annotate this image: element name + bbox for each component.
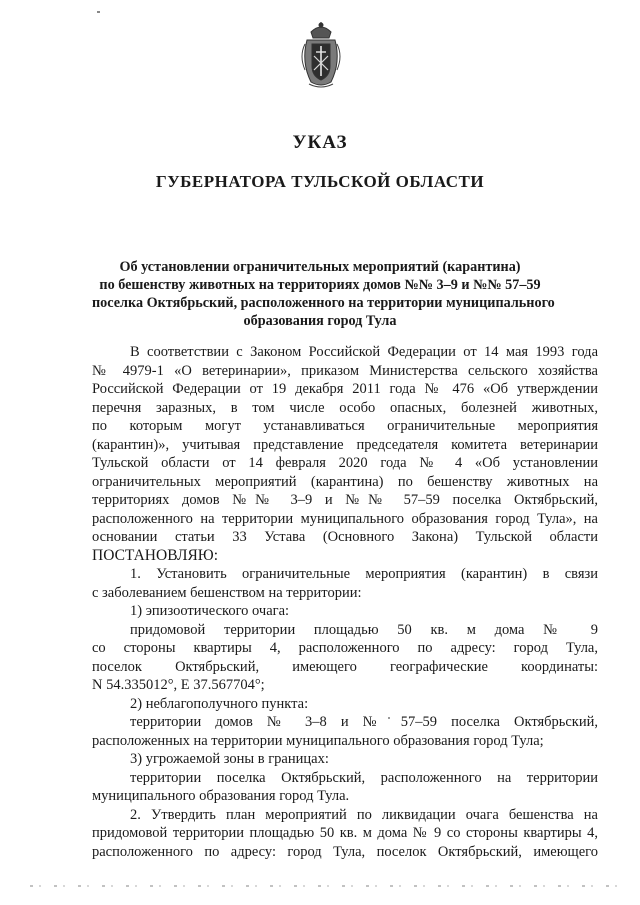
scan-speck [97,11,100,13]
heading-line: Об установлении ограничительных мероприятий (карантина) [119,259,521,275]
body-line: 2) неблагополучного пункта: [130,695,309,712]
body-line: 1. Установить ограничительные мероприятия (карантин) в связи [130,566,598,582]
body-line: расположенного на территории муниципального образования город Тула», на [92,510,598,527]
body-line: № 4979-1 «О ветеринарии», приказом Министерства сельского хозяйства [92,362,598,379]
body-line: ограничительных мероприятий (карантина) по бешенству животных на [92,473,598,490]
body-line: расположенных на территории муниципального образования город Тула; [92,732,544,749]
body-line: территории поселка Октябрьский, расположенного на территории [130,769,598,786]
body-line: Российской Федерации от 19 декабря 2011 года № 476 «Об утверждении [92,381,598,397]
document-title: УКАЗ [292,132,348,153]
decree-heading [92,258,555,330]
heading-line: по бешенству животных на территориях домов №№ 3–9 и №№ 57–59 [99,277,541,293]
body-line: (карантин)», учитывая представление председателя комитета ветеринарии [92,436,598,453]
body-line: по которым могут устанавливаться ограничительные мероприятия [92,418,598,434]
body-line: придомовой территории площадью 50 кв. м дома № 9 [130,621,598,638]
body-line: территории домов № 3–8 и № 57–59 поселка Октябрьский, [130,714,598,730]
body-line-postanovlyayu: ПОСТАНОВЛЯЮ: [92,546,219,564]
body-line: придомовой территории площадью 50 кв. м дома № 9 со стороны квартиры 4, [92,825,598,841]
heading-line: образования город Тула [243,313,397,329]
body-line: В соответствии с Законом Российской Федерации от 14 мая 1993 года [130,344,598,360]
body-line: расположенного по адресу: город Тула, поселок Октябрьский, имеющего [92,843,598,860]
body-line: Тульской области от 14 февраля 2020 года № 4 «Об установлении [92,455,598,471]
issuer-title: ГУБЕРНАТОРА ТУЛЬСКОЙ ОБЛАСТИ [155,172,485,191]
body-line: 1) эпизоотического очага: [130,603,290,619]
body-line: поселок Октябрьский, имеющего географические координаты: [92,658,598,675]
heading-line: поселка Октябрьский, расположенного на территории муниципального [92,295,555,311]
body-line: N 54.335012°, E 37.567704°; [92,677,265,693]
body-line: основании статьи 33 Устава (Основного Закона) Тульской области [92,529,598,545]
scan-artifact-line [30,885,620,887]
body-line: территориях домов №№ 3–9 и №№ 57–59 поселка Октябрьский, [92,492,598,508]
coat-of-arms-icon [297,22,345,90]
body-line: 3) угрожаемой зоны в границах: [130,751,329,767]
body-line: муниципального образования город Тула. [92,788,350,804]
body-line: перечня заразных, в том числе особо опасных, болезней животных, [92,399,598,416]
body-line: с заболеванием бешенством на территории: [92,584,362,601]
body-line: со стороны квартиры 4, расположенного по адресу: город Тула, [92,640,598,656]
body-line: 2. Утвердить план мероприятий по ликвидации очага бешенства на [130,806,598,823]
decree-body [92,343,598,861]
